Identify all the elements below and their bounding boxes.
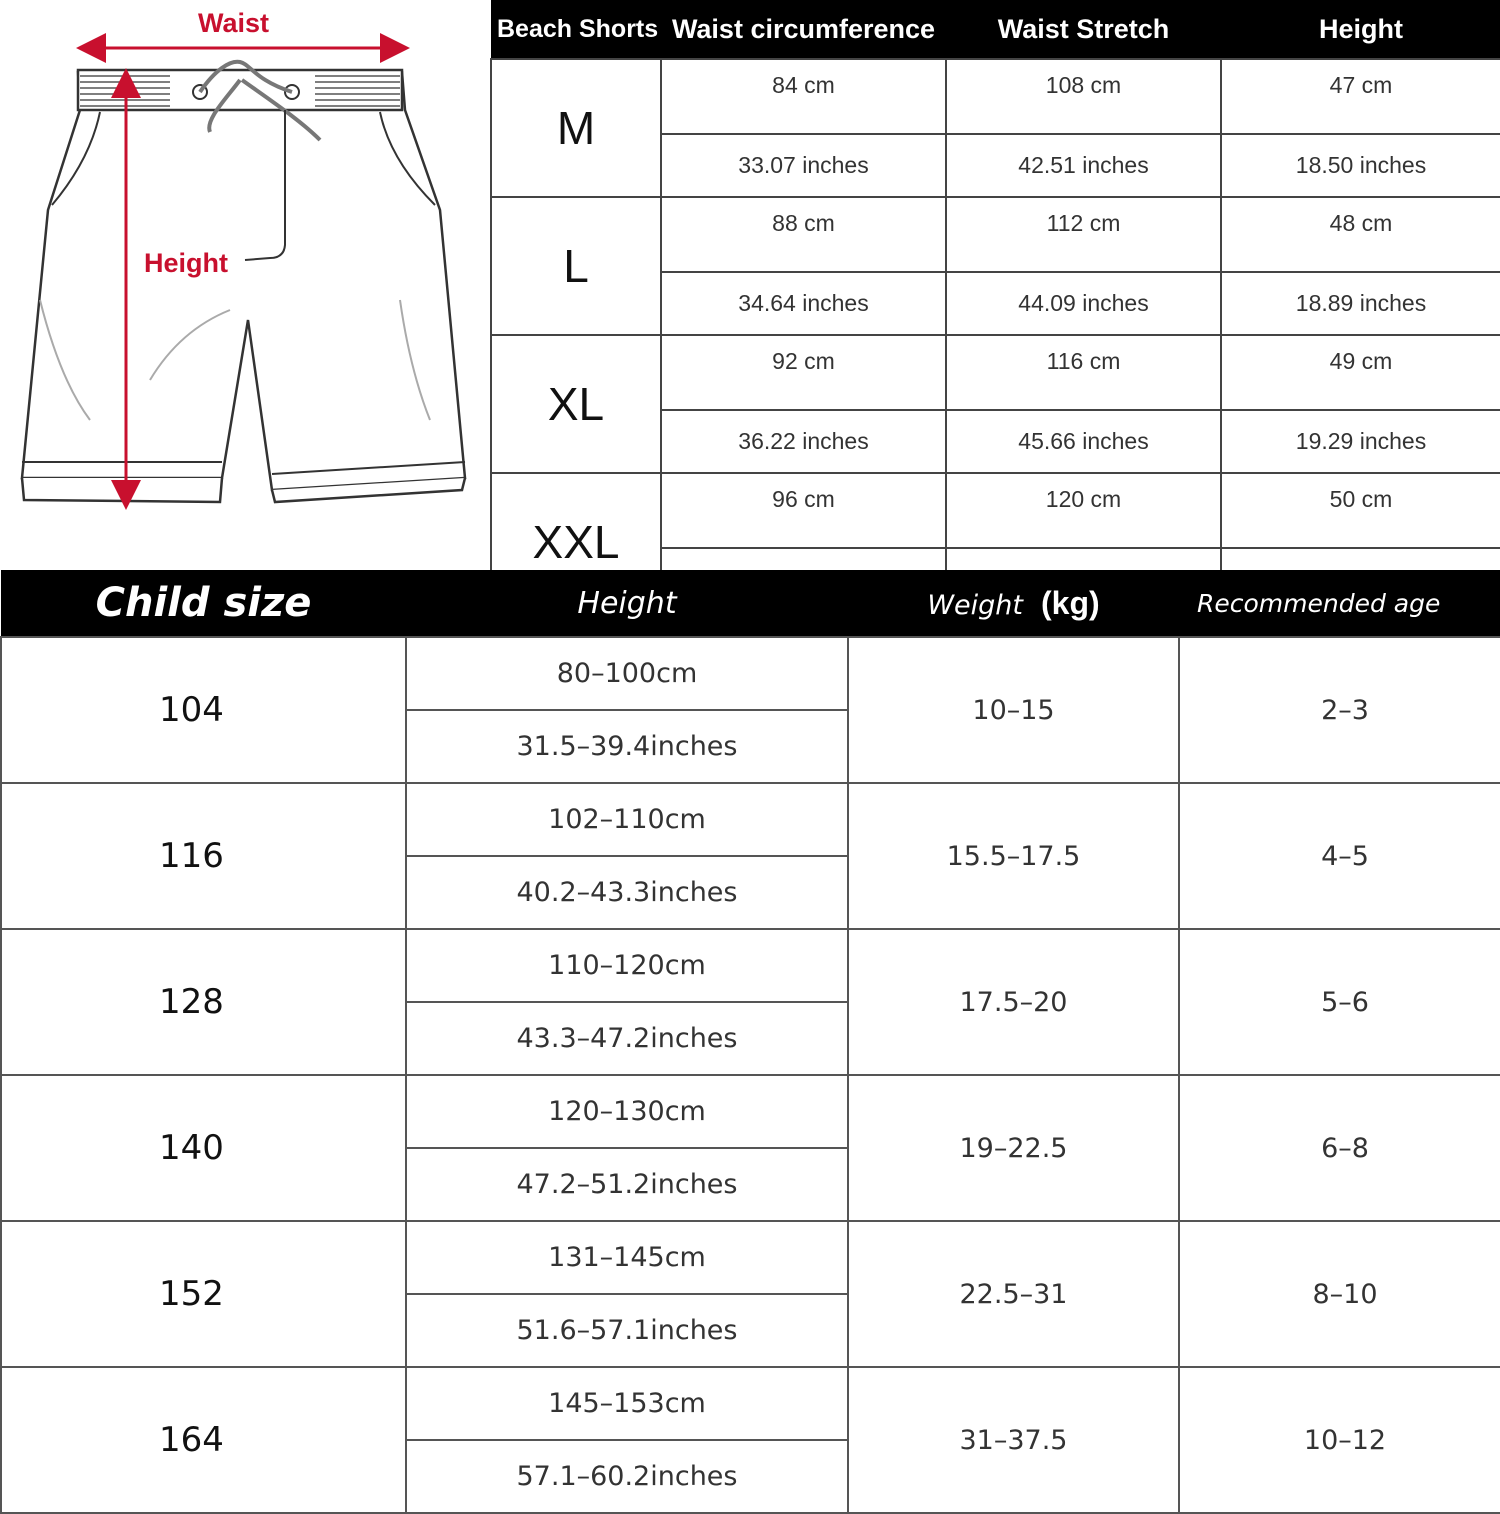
stretch-cm-cell: 112 cm — [946, 197, 1221, 272]
child-weight-cell: 10–15 — [848, 637, 1179, 783]
child-height-in-cell: 51.6–57.1inches — [406, 1294, 848, 1367]
child-age-cell: 6–8 — [1179, 1075, 1500, 1221]
height-in-cell: 18.89 inches — [1221, 272, 1500, 335]
child-age-cell: 4–5 — [1179, 783, 1500, 929]
table-row — [491, 197, 1500, 272]
waist-cm-cell: 92 cm — [661, 335, 946, 410]
waist-label: Waist — [198, 8, 270, 38]
child-age-cell: 2–3 — [1179, 637, 1500, 783]
child-weight-cell: 15.5–17.5 — [848, 783, 1179, 929]
header-weight — [848, 570, 1179, 637]
child-height-cm-cell: 110–120cm — [406, 929, 848, 1002]
waist-cm-cell: 88 cm — [661, 197, 946, 272]
size-cell: L — [491, 197, 661, 335]
table-row — [491, 473, 1500, 548]
height-label: Height — [144, 248, 228, 278]
header-beach-shorts: Beach Shorts — [491, 0, 661, 59]
child-size-cell: 152 — [1, 1221, 406, 1367]
child-height-in-cell: 57.1–60.2inches — [406, 1440, 848, 1513]
stretch-cm-cell: 120 cm — [946, 473, 1221, 548]
child-weight-cell: 31–37.5 — [848, 1367, 1179, 1513]
child-size-cell: 116 — [1, 783, 406, 929]
child-height-in-cell: 47.2–51.2inches — [406, 1148, 848, 1221]
stretch-cm-cell: 108 cm — [946, 59, 1221, 134]
table-row — [1, 1075, 1500, 1148]
table-row — [1, 783, 1500, 856]
waist-in-cell: 33.07 inches — [661, 134, 946, 197]
waist-in-cell: 36.22 inches — [661, 410, 946, 473]
child-height-cm-cell: 102–110cm — [406, 783, 848, 856]
size-cell: M — [491, 59, 661, 197]
header-recommended-age: Recommended age — [1179, 570, 1500, 637]
child-age-cell: 5–6 — [1179, 929, 1500, 1075]
child-age-cell: 8–10 — [1179, 1221, 1500, 1367]
child-height-in-cell: 31.5–39.4inches — [406, 710, 848, 783]
child-size-cell: 104 — [1, 637, 406, 783]
adult-size-table — [490, 0, 1500, 612]
stretch-in-cell: 42.51 inches — [946, 134, 1221, 197]
header-waist-circumference: Waist circumference — [661, 0, 946, 59]
size-cell: XL — [491, 335, 661, 473]
child-size-cell: 128 — [1, 929, 406, 1075]
height-cm-cell: 48 cm — [1221, 197, 1500, 272]
table-row — [1, 929, 1500, 1002]
child-weight-cell: 17.5–20 — [848, 929, 1179, 1075]
child-height-in-cell: 43.3–47.2inches — [406, 1002, 848, 1075]
height-in-cell: 18.50 inches — [1221, 134, 1500, 197]
child-weight-cell: 19–22.5 — [848, 1075, 1179, 1221]
stretch-in-cell: 45.66 inches — [946, 410, 1221, 473]
size-cell: XXL — [491, 473, 661, 611]
child-height-cm-cell: 145–153cm — [406, 1367, 848, 1440]
child-weight-cell: 22.5–31 — [848, 1221, 1179, 1367]
shorts-diagram — [0, 0, 490, 570]
height-cm-cell: 50 cm — [1221, 473, 1500, 548]
stretch-cm-cell: 116 cm — [946, 335, 1221, 410]
table-row — [1, 1221, 1500, 1294]
header-waist-stretch: Waist Stretch — [946, 0, 1221, 59]
child-height-in-cell: 40.2–43.3inches — [406, 856, 848, 929]
height-in-cell: 19.29 inches — [1221, 410, 1500, 473]
adult-header-row — [491, 0, 1500, 59]
table-row — [1, 637, 1500, 710]
table-row — [491, 59, 1500, 134]
height-cm-cell: 47 cm — [1221, 59, 1500, 134]
header-child-height: Height — [406, 570, 848, 637]
child-size-table — [0, 570, 1500, 1514]
waist-in-cell: 34.64 inches — [661, 272, 946, 335]
child-height-cm-cell: 80–100cm — [406, 637, 848, 710]
header-height: Height — [1221, 0, 1500, 59]
table-row — [1, 1367, 1500, 1440]
height-cm-cell: 49 cm — [1221, 335, 1500, 410]
stretch-in-cell: 44.09 inches — [946, 272, 1221, 335]
table-row — [491, 335, 1500, 410]
waist-cm-cell: 96 cm — [661, 473, 946, 548]
shorts-outline-illustration — [0, 0, 490, 570]
child-height-cm-cell: 120–130cm — [406, 1075, 848, 1148]
child-size-cell: 164 — [1, 1367, 406, 1513]
header-weight-unit: (kg) — [1041, 584, 1100, 621]
child-height-cm-cell: 131–145cm — [406, 1221, 848, 1294]
child-age-cell: 10–12 — [1179, 1367, 1500, 1513]
child-size-cell: 140 — [1, 1075, 406, 1221]
child-header-row — [1, 570, 1500, 637]
waist-cm-cell: 84 cm — [661, 59, 946, 134]
header-weight-label: Weight — [927, 589, 1023, 621]
header-child-size: Child size — [1, 570, 406, 637]
